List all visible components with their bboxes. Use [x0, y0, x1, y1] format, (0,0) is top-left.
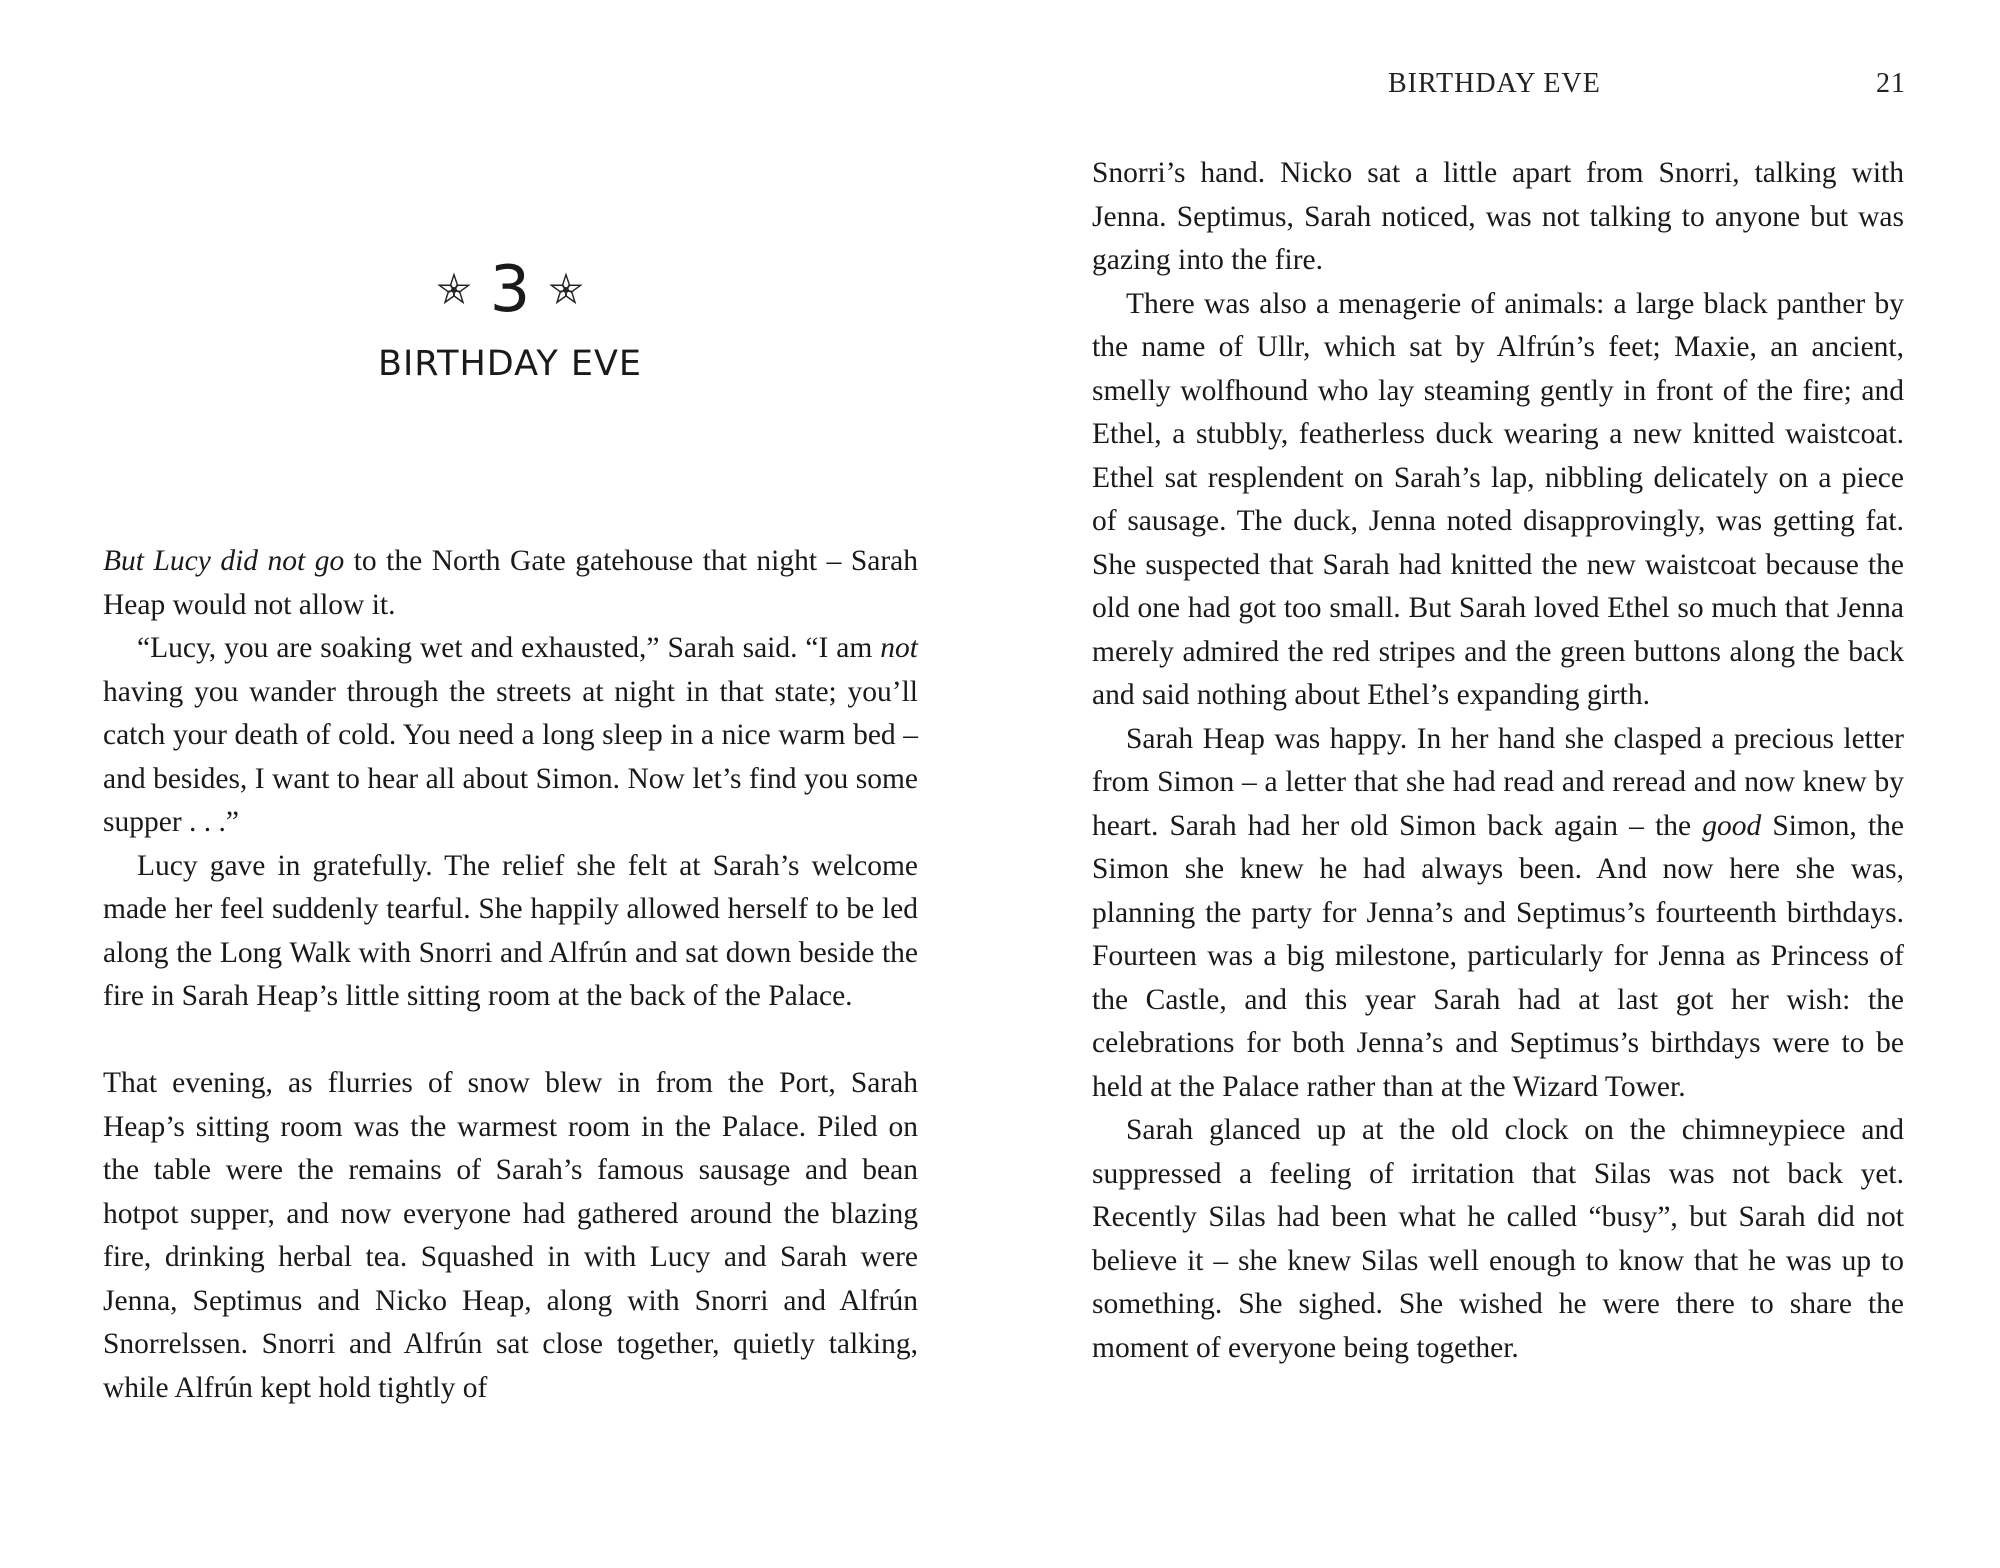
right-page-body — [1092, 152, 1904, 1370]
italic-word: not — [880, 632, 918, 664]
paragraph — [1092, 718, 1904, 1110]
snowflake-ornament-icon — [436, 272, 472, 308]
paragraph — [103, 627, 918, 845]
paragraph-text: Simon, the Simon she knew he had always been. And now here she was, planning the party for Jenna’s and Septimus’s fourteenth birthdays. Fourteen was a big milestone, particularly for Jenna as Princess of the Castle, and this year Sarah had at last got her wish: the celebrations for both Jenna’s and Septimus’s birthdays were to be held at the Palace rather than at the Wizard Tower. — [1092, 809, 1904, 1103]
paragraph: That evening, as flurries of snow blew in from the Port, Sarah Heap’s sitting room was the warmest room in the Palace. Piled on the table were the remains of Sarah’s famous sausage and bean hotpot supper, and now everyone had gathered around the blazing fire, drinking herbal tea. Squashed in with Lucy and Sarah were Jenna, Septimus and Nicko Heap, along with Snorri and Alfrún Snorrelssen. Snorri and Alfrún sat close together, quietly talking, while Alfrún kept hold tightly of — [103, 1067, 918, 1404]
chapter-heading — [100, 253, 920, 384]
paragraph: Sarah glanced up at the old clock on the chimneypiece and suppressed a feeling of irritation that Silas was not back yet. Recently Silas had been what he called “busy”, but Sarah did not believe it – she knew Silas well enough to know that he was up to something. She sighed. She wished he were there to share the moment of everyone being together. — [1092, 1114, 1904, 1364]
paragraph-text: “Lucy, you are soaking wet and exhausted,” Sarah said. “I am — [137, 632, 881, 664]
paragraph: Snorri’s hand. Nicko sat a little apart from Snorri, talking with Jenna. Septimus, Sarah noticed, was not talking to anyone but was gazing into the fire. — [1092, 157, 1904, 276]
paragraph: There was also a menagerie of animals: a large black panther by the name of Ullr, which sat by Alfrún’s feet; Maxie, an ancient, smelly wolfhound who lay steaming gently in front of the fire; and Ethel, a stubbly, featherless duck wearing a new knitted waistcoat. Ethel sat resplendent on Sarah’s lap, nibbling delicately on a piece of sausage. The duck, Jenna noted disapprovingly, was getting fat. She suspected that Sarah had knitted the new waistcoat because the old one had got too small. But Sarah loved Ethel so much that Jenna merely admired the red stripes and the green buttons along the back and said nothing about Ethel’s expanding girth. — [1092, 287, 1904, 711]
italic-word: good — [1702, 809, 1762, 842]
paragraph-text: Sarah Heap was happy. In her hand she clasped a precious letter from Simon – a letter that she had read and reread and now knew by heart. Sarah had her old Simon back again – the — [1092, 722, 1904, 842]
paragraph-text: to the North Gate gatehouse that night – Sarah Heap would not allow it. — [103, 545, 918, 621]
chapter-title: BIRTHDAY EVE — [377, 344, 643, 384]
page-number: 21 — [1876, 68, 1906, 99]
chapter-number-row — [100, 253, 920, 327]
chapter-number: 3 — [489, 253, 531, 327]
paragraph-text: having you wander through the streets at night in that state; you’ll catch your death of cold. You need a long sleep in a nice warm bed – and besides, I want to hear all about Simon. Now let’s find you some supper . . .” — [103, 675, 918, 838]
italic-opening: But Lucy did not go — [103, 545, 345, 577]
left-page-body — [103, 540, 918, 1410]
running-head-title: BIRTHDAY EVE — [1388, 68, 1601, 99]
paragraph — [103, 540, 918, 627]
paragraph: Lucy gave in gratefully. The relief she felt at Sarah’s welcome made her feel suddenly tearful. She happily allowed herself to be led along the Long Walk with Snorri and Alfrún and sat down beside the fire in Sarah Heap’s little sitting room at the back of the Palace. — [103, 849, 918, 1012]
snowflake-ornament-icon — [548, 272, 584, 308]
